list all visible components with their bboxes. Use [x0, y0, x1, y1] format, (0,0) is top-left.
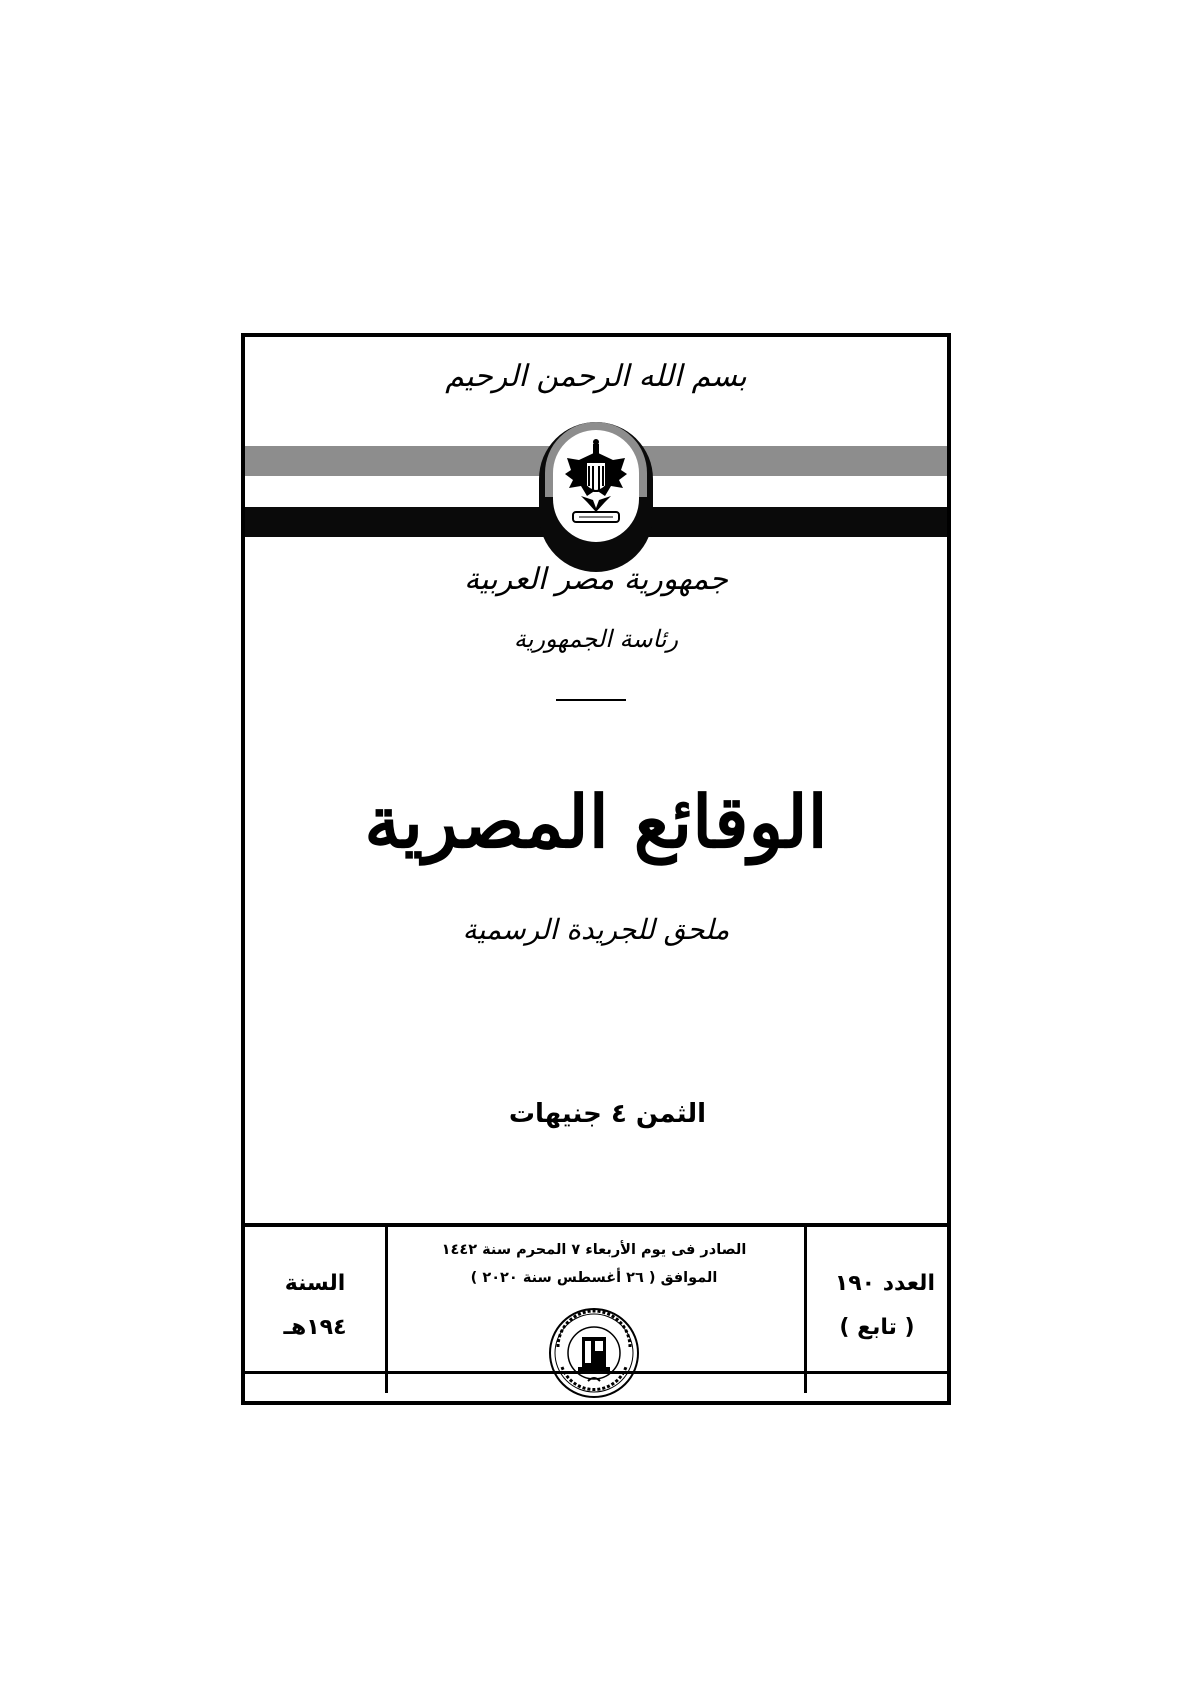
price-label: الثمن ٤ جنيهات	[508, 1099, 706, 1129]
issue-box	[804, 1227, 947, 1393]
gazette-cover-frame	[241, 333, 951, 1405]
bottom-rule	[245, 1371, 947, 1374]
masthead-subtitle: ملحق للجريدة الرسمية	[462, 913, 730, 946]
printing-press-seal-icon	[548, 1307, 640, 1399]
year-label: السنة	[284, 1271, 346, 1296]
hijri-date: الصادر فى يوم الأربعاء ٧ المحرم سنة ١٤٤٢	[441, 1242, 747, 1258]
presidency-name: رئاسة الجمهورية	[513, 625, 679, 653]
year-value: ١٩٤هـ	[283, 1315, 347, 1340]
eagle-emblem-icon	[553, 430, 639, 542]
issue-continuation: ( تابع )	[839, 1315, 915, 1340]
masthead-title: الوقائع المصرية	[364, 779, 828, 864]
emblem-medallion	[553, 430, 639, 542]
republic-name: جمهورية مصر العربية	[464, 562, 728, 597]
year-box	[245, 1227, 388, 1393]
date-box	[385, 1227, 803, 1393]
issue-number: العدد ١٩٠	[834, 1271, 935, 1296]
basmala-text: بسم الله الرحمن الرحيم	[445, 359, 747, 394]
gregorian-date: الموافق ( ٢٦ أغسطس سنة ٢٠٢٠ )	[470, 1270, 718, 1286]
divider	[556, 699, 626, 701]
